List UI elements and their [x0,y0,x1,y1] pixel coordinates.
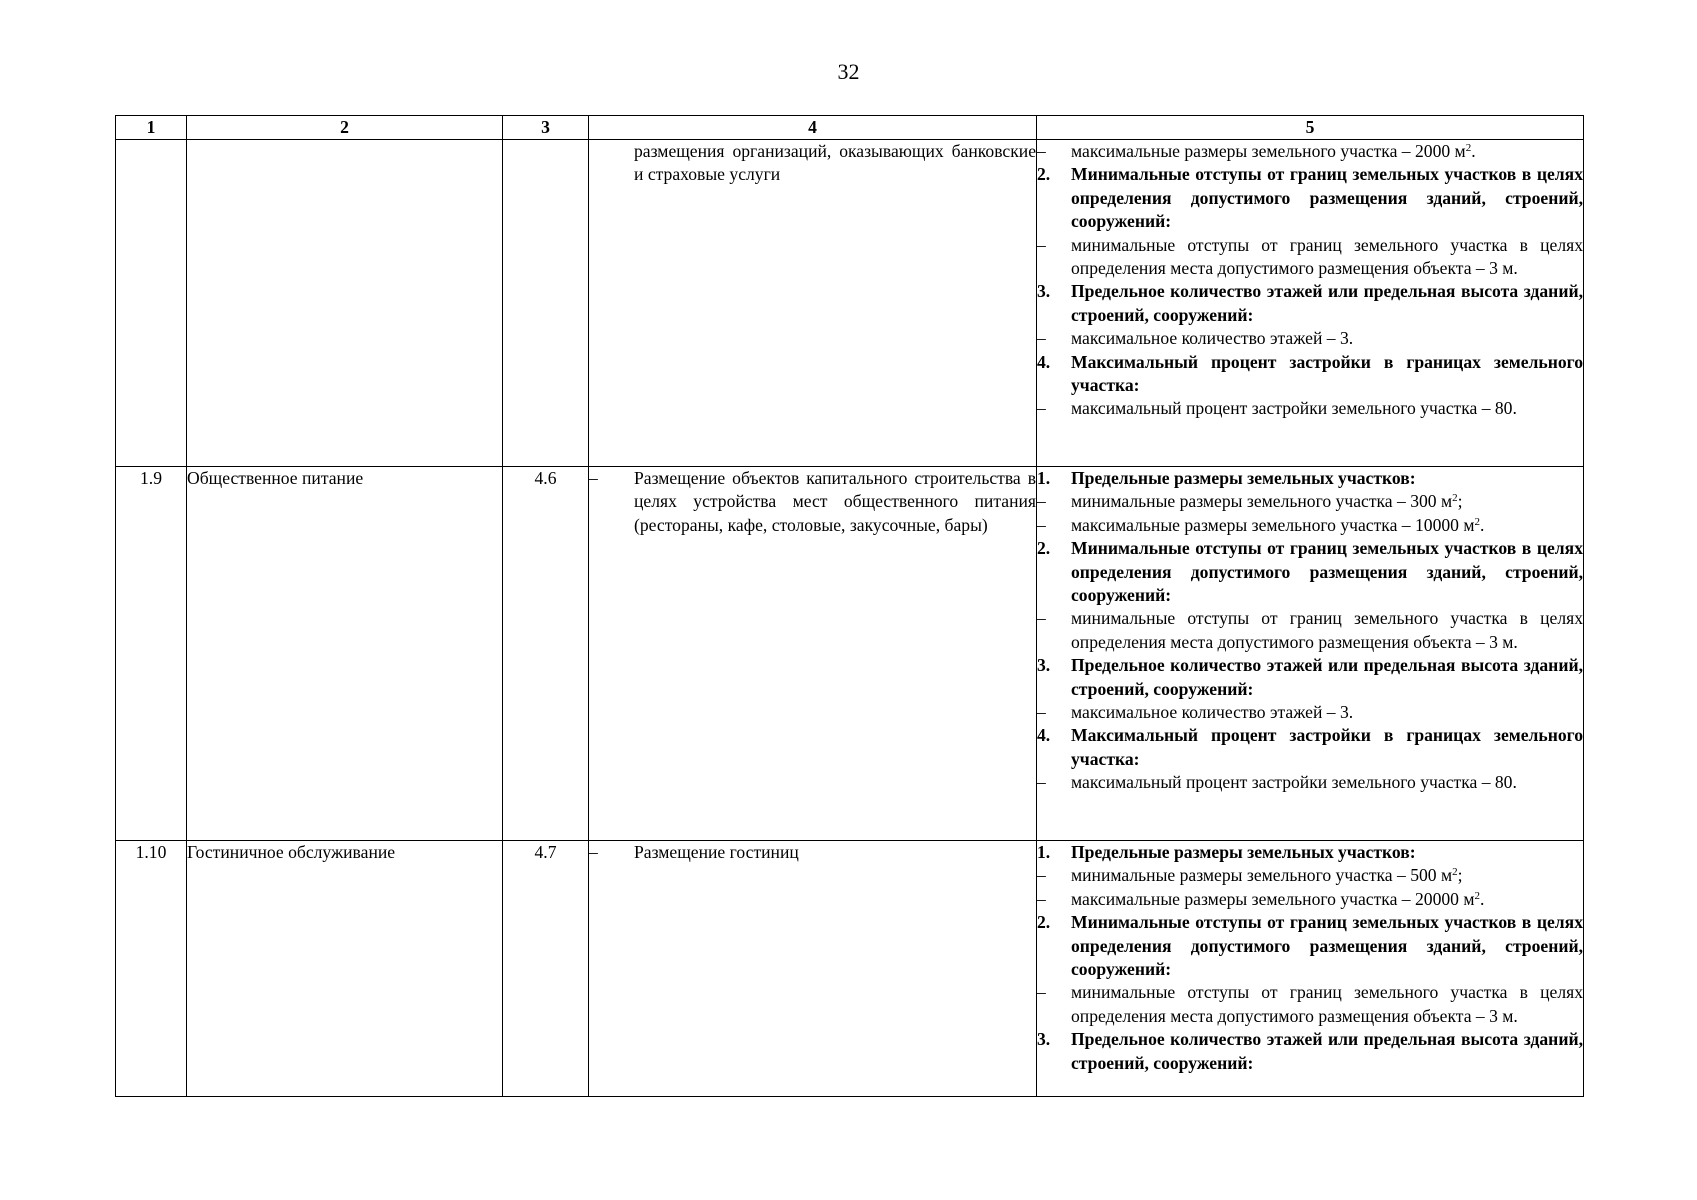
list-dash: – [1037,772,1046,793]
table-row [116,467,1584,841]
parameter-text: минимальные отступы от границ земельного участка в целях определения места допустимого размещения объекта – 3 м. [1071,982,1583,1026]
list-dash: – [1037,702,1046,723]
list-number: 3. [1037,281,1051,302]
parameter-text: Минимальные отступы от границ земельных участков в целях определения допустимого размещения зданий, строений, сооружений: [1071,538,1583,606]
parameter-text: минимальные размеры земельного участка – 500 $м^2$; [1071,865,1463,886]
parameter-item [1037,490,1583,513]
description-dash: – [589,468,598,488]
parameter-heading [1037,163,1583,233]
description-text: размещения организаций, оказывающих банковские и страховые услуги [634,141,1036,185]
use-type-code: 4.6 [503,467,589,841]
parameter-text: Предельное количество этажей или предельная высота зданий, строений, сооружений: [1071,281,1583,325]
parameters-cell [1037,140,1584,467]
column-header-3: 3 [503,116,589,140]
list-number: 2. [1037,164,1051,185]
column-header-5: 5 [1037,116,1584,140]
list-dash: – [1037,982,1046,1003]
list-number: 3. [1037,655,1051,676]
list-number: 3. [1037,1029,1051,1050]
unit-superscript: 2 [1465,142,1472,154]
list-number: 1. [1037,468,1051,488]
use-type-description [589,467,1037,841]
parameter-text: Предельное количество этажей или предельная высота зданий, строений, сооружений: [1071,1029,1583,1073]
parameter-text: максимальные размеры земельного участка – 10000 $м^2$. [1071,514,1485,535]
parameter-text: Максимальный процент застройки в границах земельного участка: [1071,351,1583,396]
parameter-heading [1037,467,1583,490]
list-dash: – [1037,888,1046,909]
list-dash: – [1037,398,1046,419]
parameter-item [1037,397,1583,420]
parameter-text: максимальное количество этажей – 3. [1071,328,1354,349]
parameter-text: минимальные размеры земельного участка – 300 $м^2$; [1071,491,1463,512]
list-number: 4. [1037,725,1051,746]
parameter-text: максимальный процент застройки земельного участка – 80. [1071,398,1517,419]
list-number: 2. [1037,538,1051,559]
parameter-text: минимальные отступы от границ земельного участка в целях определения места допустимого размещения объекта – 3 м. [1071,608,1583,652]
parameters-cell [1037,467,1584,841]
unit-superscript: 2 [1474,889,1480,902]
description-text: Размещение гостиниц [634,842,799,862]
parameter-text: Минимальные отступы от границ земельных участков в целях определения допустимого размещения зданий, строений, сооружений: [1071,912,1583,980]
list-number: 2. [1037,912,1051,933]
list-number: 4. [1037,351,1051,372]
use-type-code [503,140,589,467]
parameter-text: Предельные размеры земельных участков: [1071,468,1416,488]
parameter-text: Предельные размеры земельных участков: [1071,842,1416,862]
row-number: 1.10 [116,841,187,1097]
parameter-heading [1037,654,1583,701]
parameter-text: максимальные размеры земельного участка – 2000 $м^2$. [1071,141,1476,161]
parameter-item [1037,771,1583,794]
parameter-item [1037,888,1583,911]
parameter-item [1037,981,1583,1028]
use-type-name: Общественное питание [187,467,503,841]
table-header-row [116,116,1584,140]
list-dash: – [1037,491,1046,512]
use-type-name [187,140,503,467]
list-dash: – [1037,234,1046,255]
parameter-heading [1037,911,1583,981]
unit-superscript: 2 [1474,515,1480,528]
parameter-item [1037,327,1583,350]
list-dash: – [1037,514,1046,535]
parameters-cell [1037,841,1584,1097]
parameter-heading [1037,724,1583,771]
use-type-description [589,841,1037,1097]
parameter-text: максимальное количество этажей – 3. [1071,702,1354,723]
parameter-text: максимальный процент застройки земельного участка – 80. [1071,772,1517,793]
list-dash: – [1037,865,1046,886]
use-type-code: 4.7 [503,841,589,1097]
column-header-1: 1 [116,116,187,140]
page-number: 32 [837,59,860,84]
description-text: Размещение объектов капитального строительства в целях устройства мест общественного питания (рестораны, кафе, столовые, закусочные, бары) [634,468,1036,535]
description-dash [589,140,634,187]
table-row [116,841,1584,1097]
parameter-item [1037,701,1583,724]
parameter-heading [1037,280,1583,327]
parameter-item [1037,514,1583,537]
parameter-heading [1037,1028,1583,1075]
regulations-table [115,115,1584,1097]
parameter-item [1037,864,1583,887]
parameter-heading [1037,841,1583,864]
parameter-text: максимальные размеры земельного участка – 20000 $м^2$. [1071,888,1485,909]
use-type-name: Гостиничное обслуживание [187,841,503,1097]
parameter-item [1037,234,1583,281]
list-dash: – [1037,141,1046,161]
list-dash: – [1037,608,1046,629]
use-type-description [589,140,1037,467]
parameter-text: Минимальные отступы от границ земельных участков в целях определения допустимого размещения зданий, строений, сооружений: [1071,164,1583,232]
parameter-item [1037,607,1583,654]
row-number: 1.9 [116,467,187,841]
parameter-text: минимальные отступы от границ земельного участка в целях определения места допустимого размещения объекта – 3 м. [1071,234,1583,279]
parameter-item [1037,140,1583,163]
row-number [116,140,187,467]
parameter-text: Максимальный процент застройки в границах земельного участка: [1071,725,1583,769]
column-header-2: 2 [187,116,503,140]
column-header-4: 4 [589,116,1037,140]
parameter-text: Предельное количество этажей или предельная высота зданий, строений, сооружений: [1071,655,1583,699]
list-number: 1. [1037,842,1051,862]
description-dash: – [589,842,598,862]
parameter-heading [1037,537,1583,607]
unit-superscript: 2 [1452,492,1458,505]
list-dash: – [1037,328,1046,349]
table-row [116,140,1584,467]
unit-superscript: 2 [1452,866,1458,879]
parameter-heading [1037,351,1583,398]
